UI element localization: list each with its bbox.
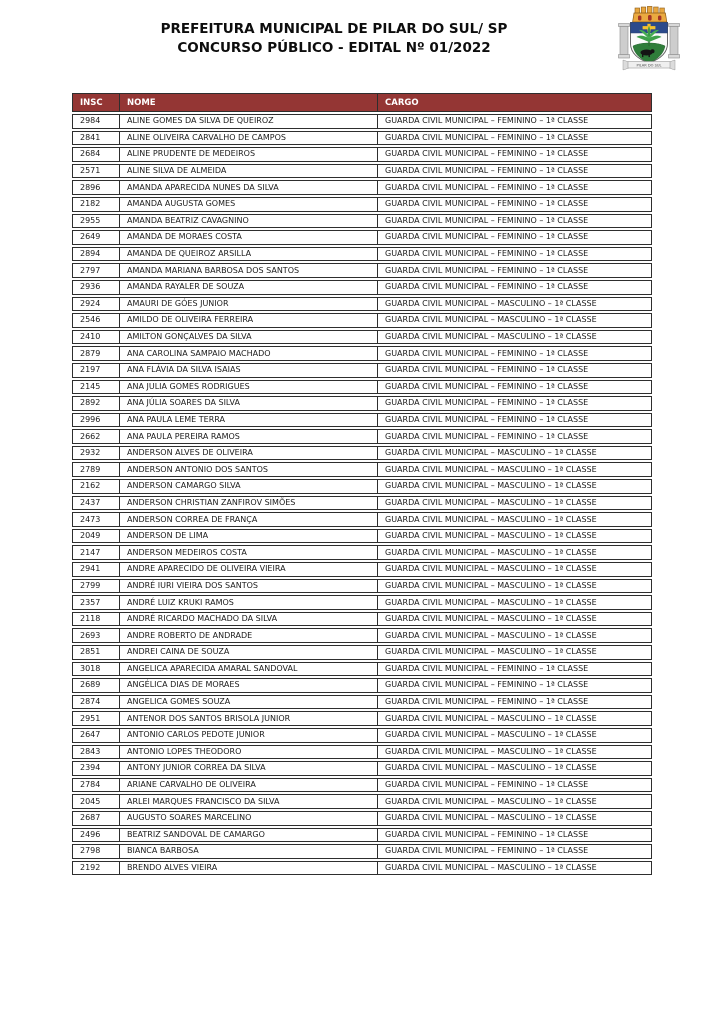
cell-insc: 2687 [72, 811, 120, 826]
cell-cargo: GUARDA CIVIL MUNICIPAL – FEMININO – 1ª CLASSE [378, 180, 652, 195]
cell-cargo: GUARDA CIVIL MUNICIPAL – FEMININO – 1ª CLASSE [378, 164, 652, 179]
pillar-right-icon [669, 24, 680, 59]
cell-cargo: GUARDA CIVIL MUNICIPAL – FEMININO – 1ª CLASSE [378, 828, 652, 843]
column-header-nome: NOME [120, 93, 378, 112]
table-row [72, 147, 652, 162]
cell-cargo: GUARDA CIVIL MUNICIPAL – FEMININO – 1ª CLASSE [378, 413, 652, 428]
cell-cargo: GUARDA CIVIL MUNICIPAL – FEMININO – 1ª CLASSE [378, 678, 652, 693]
cell-insc: 2649 [72, 230, 120, 245]
cell-insc: 2879 [72, 346, 120, 361]
cell-cargo: GUARDA CIVIL MUNICIPAL – FEMININO – 1ª CLASSE [378, 662, 652, 677]
cell-cargo: GUARDA CIVIL MUNICIPAL – MASCULINO – 1ª CLASSE [378, 446, 652, 461]
table-row [72, 230, 652, 245]
cell-nome: ALINE SILVA DE ALMEIDA [120, 164, 378, 179]
cell-insc: 2951 [72, 711, 120, 726]
table-row [72, 164, 652, 179]
table-row [72, 761, 652, 776]
cell-insc: 2496 [72, 828, 120, 843]
cell-nome: ANDERSON ALVES DE OLIVEIRA [120, 446, 378, 461]
table-row [72, 645, 652, 660]
table-row [72, 446, 652, 461]
cell-cargo: GUARDA CIVIL MUNICIPAL – MASCULINO – 1ª CLASSE [378, 728, 652, 743]
cell-cargo: GUARDA CIVIL MUNICIPAL – FEMININO – 1ª CLASSE [378, 363, 652, 378]
table-row [72, 180, 652, 195]
cell-nome: ANDERSON ANTONIO DOS SANTOS [120, 462, 378, 477]
page-title-line2: CONCURSO PÚBLICO - EDITAL Nº 01/2022 [177, 40, 491, 56]
cell-insc: 2798 [72, 844, 120, 859]
cell-insc: 2546 [72, 313, 120, 328]
cell-cargo: GUARDA CIVIL MUNICIPAL – MASCULINO – 1ª CLASSE [378, 745, 652, 760]
table-row [72, 711, 652, 726]
cell-nome: ALINE OLIVEIRA CARVALHO DE CAMPOS [120, 131, 378, 146]
cell-cargo: GUARDA CIVIL MUNICIPAL – FEMININO – 1ª CLASSE [378, 778, 652, 793]
table-row [72, 579, 652, 594]
cell-cargo: GUARDA CIVIL MUNICIPAL – FEMININO – 1ª CLASSE [378, 114, 652, 129]
table-row [72, 396, 652, 411]
cell-nome: AMANDA APARECIDA NUNES DA SILVA [120, 180, 378, 195]
cell-insc: 2571 [72, 164, 120, 179]
cell-insc: 2437 [72, 496, 120, 511]
banner-text: PILAR DO SUL [636, 63, 662, 68]
banner-ribbon [623, 60, 675, 70]
table-row [72, 496, 652, 511]
cell-insc: 2955 [72, 214, 120, 229]
cell-insc: 2049 [72, 529, 120, 544]
cell-cargo: GUARDA CIVIL MUNICIPAL – FEMININO – 1ª CLASSE [378, 280, 652, 295]
cell-nome: ANDERSON CORREA DE FRANÇA [120, 512, 378, 527]
cell-insc: 2799 [72, 579, 120, 594]
cell-cargo: GUARDA CIVIL MUNICIPAL – MASCULINO – 1ª CLASSE [378, 761, 652, 776]
cell-cargo: GUARDA CIVIL MUNICIPAL – FEMININO – 1ª CLASSE [378, 429, 652, 444]
column-header-insc: INSC [72, 93, 120, 112]
cell-nome: ANTONIO LOPES THEODORO [120, 745, 378, 760]
cell-cargo: GUARDA CIVIL MUNICIPAL – MASCULINO – 1ª CLASSE [378, 297, 652, 312]
cell-insc: 2941 [72, 562, 120, 577]
table-row [72, 811, 652, 826]
table-row [72, 662, 652, 677]
cell-insc: 2894 [72, 247, 120, 262]
cell-insc: 2045 [72, 794, 120, 809]
cell-insc: 3018 [72, 662, 120, 677]
cell-cargo: GUARDA CIVIL MUNICIPAL – FEMININO – 1ª CLASSE [378, 844, 652, 859]
cell-cargo: GUARDA CIVIL MUNICIPAL – FEMININO – 1ª CLASSE [378, 147, 652, 162]
cell-nome: ANGÉLICA DIAS DE MORAES [120, 678, 378, 693]
cell-nome: ANA CAROLINA SAMPAIO MACHADO [120, 346, 378, 361]
table-row [72, 612, 652, 627]
cell-nome: ANGELICA GOMES SOUZA [120, 695, 378, 710]
cell-nome: ANDERSON CAMARGO SILVA [120, 479, 378, 494]
cell-cargo: GUARDA CIVIL MUNICIPAL – MASCULINO – 1ª CLASSE [378, 811, 652, 826]
table-row [72, 562, 652, 577]
table-header-row [72, 93, 652, 112]
cell-insc: 2936 [72, 280, 120, 295]
cell-nome: ARLEI MARQUES FRANCISCO DA SILVA [120, 794, 378, 809]
cell-nome: ANDRE APARECIDO DE OLIVEIRA VIEIRA [120, 562, 378, 577]
table-row [72, 462, 652, 477]
cell-insc: 2843 [72, 745, 120, 760]
cell-nome: AMANDA RAYALER DE SOUZA [120, 280, 378, 295]
cell-cargo: GUARDA CIVIL MUNICIPAL – FEMININO – 1ª CLASSE [378, 396, 652, 411]
cell-insc: 2684 [72, 147, 120, 162]
cell-cargo: GUARDA CIVIL MUNICIPAL – MASCULINO – 1ª CLASSE [378, 479, 652, 494]
cell-nome: ANA JÚLIA SOARES DA SILVA [120, 396, 378, 411]
cell-insc: 2797 [72, 263, 120, 278]
cell-nome: AMILTON GONÇALVES DA SILVA [120, 330, 378, 345]
cell-insc: 2896 [72, 180, 120, 195]
cell-nome: ANA FLÁVIA DA SILVA ISAIAS [120, 363, 378, 378]
cell-insc: 2932 [72, 446, 120, 461]
cell-insc: 2851 [72, 645, 120, 660]
cell-cargo: GUARDA CIVIL MUNICIPAL – FEMININO – 1ª CLASSE [378, 346, 652, 361]
cell-cargo: GUARDA CIVIL MUNICIPAL – MASCULINO – 1ª CLASSE [378, 545, 652, 560]
cell-insc: 2394 [72, 761, 120, 776]
cell-nome: ANDRÉ LUIZ KRUKI RAMOS [120, 595, 378, 610]
cell-cargo: GUARDA CIVIL MUNICIPAL – MASCULINO – 1ª CLASSE [378, 861, 652, 876]
cell-nome: ANA PAULA LEME TERRA [120, 413, 378, 428]
table-row [72, 197, 652, 212]
cell-cargo: GUARDA CIVIL MUNICIPAL – MASCULINO – 1ª CLASSE [378, 711, 652, 726]
cell-insc: 2410 [72, 330, 120, 345]
cell-nome: ARIANE CARVALHO DE OLIVEIRA [120, 778, 378, 793]
table-row [72, 346, 652, 361]
cell-insc: 2784 [72, 778, 120, 793]
cell-nome: ALINE GOMES DA SILVA DE QUEIROZ [120, 114, 378, 129]
table-row [72, 778, 652, 793]
cell-nome: BRENDO ALVES VIEIRA [120, 861, 378, 876]
page-title-line1: PREFEITURA MUNICIPAL DE PILAR DO SUL/ SP [160, 21, 508, 37]
cell-insc: 2874 [72, 695, 120, 710]
table-row [72, 280, 652, 295]
coat-of-arms-logo [610, 2, 690, 76]
cell-insc: 2145 [72, 380, 120, 395]
table-row [72, 529, 652, 544]
table-row [72, 131, 652, 146]
table-row [72, 628, 652, 643]
cell-insc: 2693 [72, 628, 120, 643]
cell-insc: 2789 [72, 462, 120, 477]
cell-insc: 2182 [72, 197, 120, 212]
cell-nome: ANTONY JUNIOR CORREA DA SILVA [120, 761, 378, 776]
cell-nome: ANDERSON DE LIMA [120, 529, 378, 544]
candidates-table [72, 91, 652, 877]
cell-nome: ANGELICA APARECIDA AMARAL SANDOVAL [120, 662, 378, 677]
cell-cargo: GUARDA CIVIL MUNICIPAL – FEMININO – 1ª CLASSE [378, 695, 652, 710]
table-row [72, 595, 652, 610]
cell-insc: 2647 [72, 728, 120, 743]
cell-cargo: GUARDA CIVIL MUNICIPAL – MASCULINO – 1ª CLASSE [378, 529, 652, 544]
table-row [72, 313, 652, 328]
cell-insc: 2984 [72, 114, 120, 129]
cell-nome: ANDRÉ RICARDO MACHADO DA SILVA [120, 612, 378, 627]
cell-nome: ANDRÉ IURI VIEIRA DOS SANTOS [120, 579, 378, 594]
cell-nome: BIANCA BARBOSA [120, 844, 378, 859]
cell-cargo: GUARDA CIVIL MUNICIPAL – MASCULINO – 1ª CLASSE [378, 645, 652, 660]
column-header-cargo: CARGO [378, 93, 652, 112]
cell-insc: 2689 [72, 678, 120, 693]
cell-cargo: GUARDA CIVIL MUNICIPAL – FEMININO – 1ª CLASSE [378, 197, 652, 212]
table-row [72, 413, 652, 428]
table-row [72, 297, 652, 312]
table-row [72, 745, 652, 760]
shield-icon [631, 23, 668, 64]
cell-nome: ALINE PRUDENTE DE MEDEIROS [120, 147, 378, 162]
cell-cargo: GUARDA CIVIL MUNICIPAL – MASCULINO – 1ª CLASSE [378, 579, 652, 594]
table-row [72, 695, 652, 710]
cell-insc: 2662 [72, 429, 120, 444]
table-row [72, 678, 652, 693]
cell-nome: AMILDO DE OLIVEIRA FERREIRA [120, 313, 378, 328]
cell-nome: ANDERSON MEDEIROS COSTA [120, 545, 378, 560]
table-row [72, 828, 652, 843]
cell-insc: 2924 [72, 297, 120, 312]
table-row [72, 479, 652, 494]
cell-cargo: GUARDA CIVIL MUNICIPAL – MASCULINO – 1ª CLASSE [378, 794, 652, 809]
table-row [72, 380, 652, 395]
cell-nome: ANTONIO CARLOS PEDOTE JUNIOR [120, 728, 378, 743]
table-row [72, 728, 652, 743]
crown-icon [633, 6, 667, 22]
cell-nome: AMANDA DE QUEIROZ ARSILLA [120, 247, 378, 262]
table-row [72, 114, 652, 129]
cell-nome: ANTENOR DOS SANTOS BRISOLA JUNIOR [120, 711, 378, 726]
cell-nome: ANDRE ROBERTO DE ANDRADE [120, 628, 378, 643]
table-row [72, 330, 652, 345]
table-row [72, 263, 652, 278]
cell-cargo: GUARDA CIVIL MUNICIPAL – MASCULINO – 1ª CLASSE [378, 628, 652, 643]
cell-cargo: GUARDA CIVIL MUNICIPAL – FEMININO – 1ª CLASSE [378, 247, 652, 262]
cell-insc: 2162 [72, 479, 120, 494]
cell-nome: AUGUSTO SOARES MARCELINO [120, 811, 378, 826]
cell-cargo: GUARDA CIVIL MUNICIPAL – MASCULINO – 1ª CLASSE [378, 313, 652, 328]
cell-nome: ANDREI CAINA DE SOUZA [120, 645, 378, 660]
cell-nome: AMANDA BEATRIZ CAVAGNINO [120, 214, 378, 229]
table-row [72, 247, 652, 262]
cell-cargo: GUARDA CIVIL MUNICIPAL – MASCULINO – 1ª CLASSE [378, 612, 652, 627]
cell-cargo: GUARDA CIVIL MUNICIPAL – FEMININO – 1ª CLASSE [378, 230, 652, 245]
cell-cargo: GUARDA CIVIL MUNICIPAL – MASCULINO – 1ª CLASSE [378, 462, 652, 477]
cell-nome: ANA JULIA GOMES RODRIGUES [120, 380, 378, 395]
table-row [72, 512, 652, 527]
table-row [72, 844, 652, 859]
cell-insc: 2357 [72, 595, 120, 610]
table-row [72, 214, 652, 229]
cell-insc: 2473 [72, 512, 120, 527]
pillar-left-icon [619, 24, 630, 59]
table-row [72, 363, 652, 378]
cell-nome: AMANDA MARIANA BARBOSA DOS SANTOS [120, 263, 378, 278]
cell-cargo: GUARDA CIVIL MUNICIPAL – MASCULINO – 1ª CLASSE [378, 595, 652, 610]
cell-cargo: GUARDA CIVIL MUNICIPAL – MASCULINO – 1ª CLASSE [378, 562, 652, 577]
cell-nome: AMANDA DE MORAES COSTA [120, 230, 378, 245]
cell-nome: AMAURI DE GÓES JUNIOR [120, 297, 378, 312]
table-row [72, 861, 652, 876]
cell-cargo: GUARDA CIVIL MUNICIPAL – FEMININO – 1ª CLASSE [378, 380, 652, 395]
cell-cargo: GUARDA CIVIL MUNICIPAL – FEMININO – 1ª CLASSE [378, 214, 652, 229]
cell-cargo: GUARDA CIVIL MUNICIPAL – MASCULINO – 1ª CLASSE [378, 496, 652, 511]
table-row [72, 545, 652, 560]
cell-insc: 2147 [72, 545, 120, 560]
cell-nome: BEATRIZ SANDOVAL DE CAMARGO [120, 828, 378, 843]
table-row [72, 794, 652, 809]
cell-insc: 2841 [72, 131, 120, 146]
cell-cargo: GUARDA CIVIL MUNICIPAL – FEMININO – 1ª CLASSE [378, 263, 652, 278]
cell-insc: 2192 [72, 861, 120, 876]
cell-nome: ANDERSON CHRISTIAN ZANFIROV SIMÕES [120, 496, 378, 511]
cell-cargo: GUARDA CIVIL MUNICIPAL – MASCULINO – 1ª CLASSE [378, 512, 652, 527]
cell-insc: 2197 [72, 363, 120, 378]
cell-cargo: GUARDA CIVIL MUNICIPAL – MASCULINO – 1ª CLASSE [378, 330, 652, 345]
cell-cargo: GUARDA CIVIL MUNICIPAL – FEMININO – 1ª CLASSE [378, 131, 652, 146]
table-row [72, 429, 652, 444]
cell-insc: 2996 [72, 413, 120, 428]
cell-nome: ANA PAULA PEREIRA RAMOS [120, 429, 378, 444]
cell-insc: 2118 [72, 612, 120, 627]
cell-insc: 2892 [72, 396, 120, 411]
cell-nome: AMANDA AUGUSTA GOMES [120, 197, 378, 212]
table-body [72, 114, 652, 875]
